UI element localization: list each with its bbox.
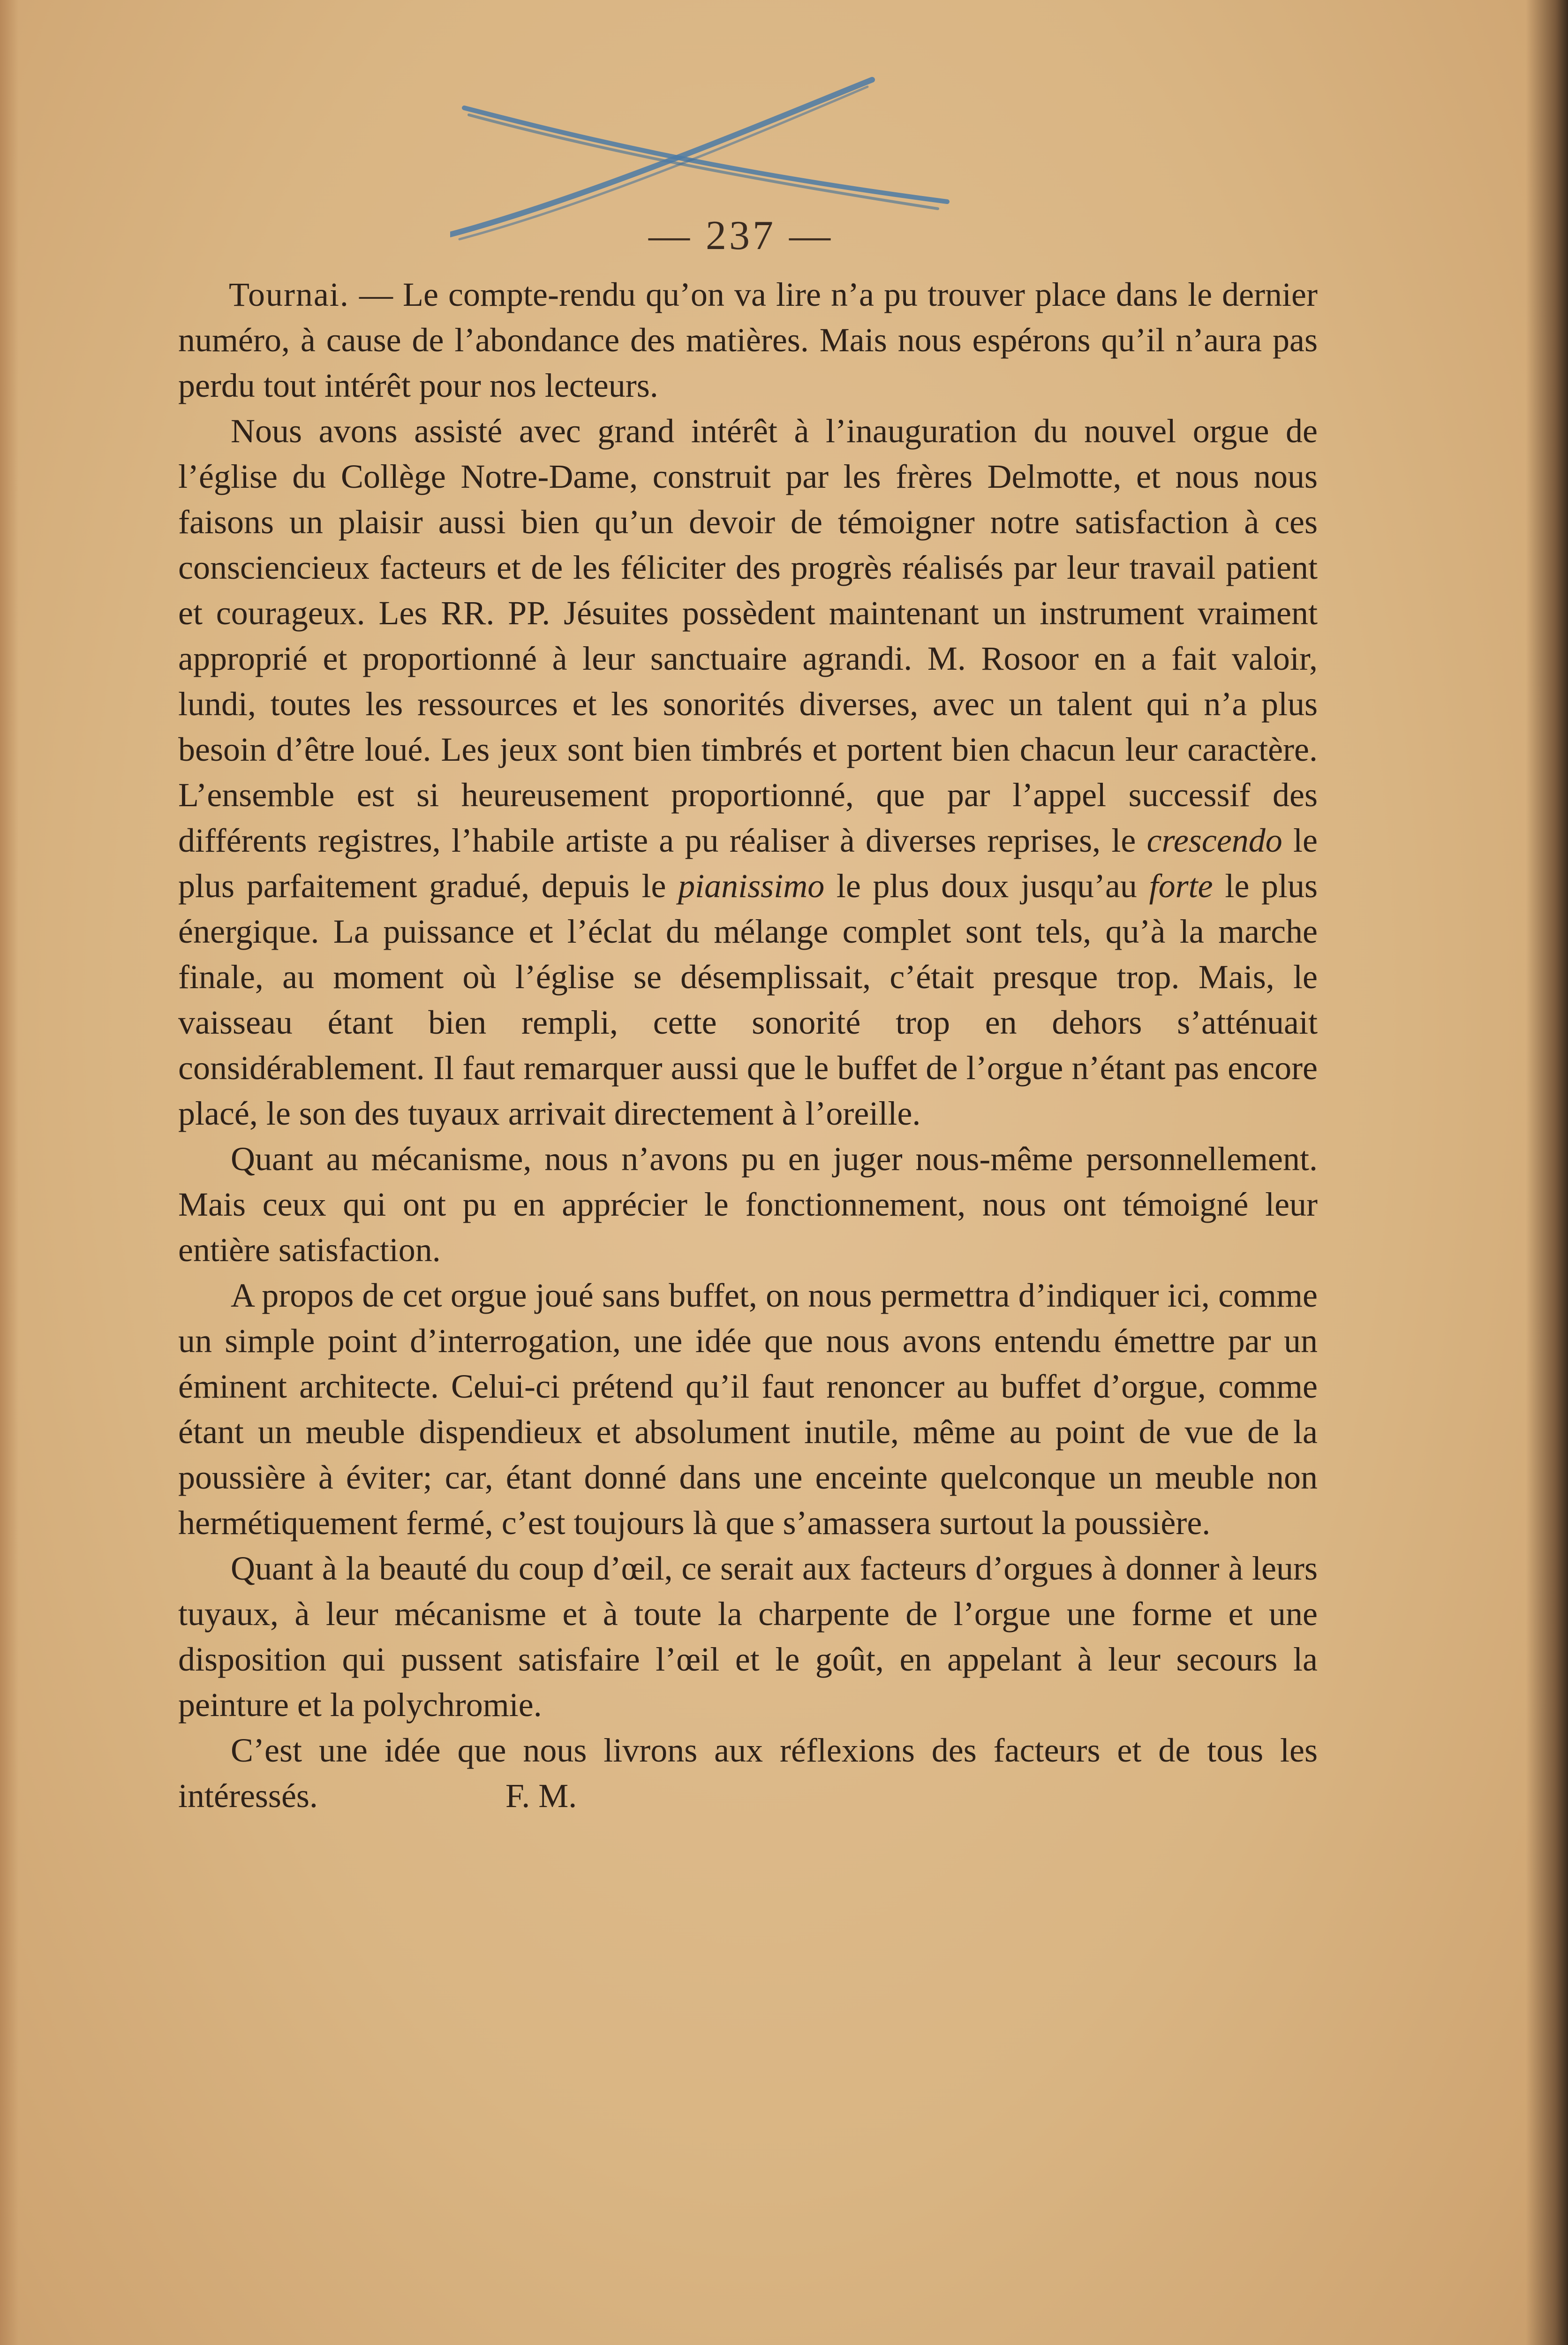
page-left-edge-shadow <box>0 0 19 2345</box>
article-body <box>178 272 1318 1819</box>
page-right-edge-shadow <box>1526 0 1568 2345</box>
paragraph-inauguration-text-a: Nous avons assisté avec grand intérêt à l’inauguration du nouvel orgue de l’église du Collège Notre-Dame, construit par les frères Delmotte, et nous nous faisons un plaisir aussi bien qu’un devoir de témoigner notre satisfaction à ces consciencieux facteurs et de les féliciter des progrès réalisés par leur travail patient et courageux. Les RR. PP. Jésuites possèdent maintenant un instrument vraiment approprié et proportionné à leur sanctuaire agrandi. M. Rosoor en a fait valoir, lundi, toutes les ressources et les sonorités diverses, avec un talent qui n’a plus besoin d’être loué. Les jeux sont bien timbrés et portent bien chacun leur caractère. L’ensemble est si heureusement proportionné, que par l’appel successif des différents registres, l’habile artiste a pu réaliser à diverses reprises, le <box>178 412 1318 859</box>
paragraph-closing <box>178 1728 1318 1819</box>
paragraph-inauguration-text-c: le plus doux jusqu’au <box>824 867 1149 905</box>
paragraph-inauguration-text-b: le plus parfaitement gradué, depuis le <box>178 822 1318 905</box>
page-number: — 237 — <box>648 213 833 258</box>
term-crescendo: crescendo <box>1146 822 1282 859</box>
paragraph-closing-text: C’est une idée que nous livrons aux réflexions des facteurs et de tous les intéressés. <box>178 1732 1318 1815</box>
term-forte: forte <box>1149 867 1213 905</box>
author-signature: F. M. <box>505 1777 577 1815</box>
article-place-heading: Tournai. <box>229 276 349 313</box>
paragraph-inauguration-text-d: le plus énergique. La puissance et l’éclat du mélange complet sont tels, qu’à la marche finale, au moment où l’église se désemplissait, c’était presque trop. Mais, le vaisseau étant bien rempli, cette sonorité trop en dehors s’atténuait considérablement. Il faut remarquer aussi que le buffet de l’orgue n’étant pas encore placé, le son des tuyaux arrivait directement à l’oreille. <box>178 867 1318 1132</box>
paragraph-inauguration <box>178 408 1318 1136</box>
paragraph-mechanism: Quant au mécanisme, nous n’avons pu en juger nous-même personnellement. Mais ceux qui ont pu en apprécier le fonctionnement, nous ont témoigné leur entière satisfaction. <box>178 1140 1318 1269</box>
paragraph-aesthetics: Quant à la beauté du coup d’œil, ce serait aux facteurs d’orgues à donner à leurs tuyaux, à leur mécanisme et à toute la charpente de l’orgue une forme et une disposition qui pussent satisfaire l’œil et le goût, en appelant à leur secours la peinture et la polychromie. <box>178 1550 1318 1724</box>
paragraph-organ-case: A propos de cet orgue joué sans buffet, on nous permettra d’indiquer ici, comme un simple point d’interrogation, une idée que nous avons entendu émettre par un éminent architecte. Celui-ci prétend qu’il faut renoncer au buffet d’orgue, comme étant un meuble dispendieux et absolument inutile, même au point de vue de la poussière à éviter; car, étant donné dans une enceinte quelconque un meuble non hermétiquement fermé, c’est toujours là que s’amassera surtout la poussière. <box>178 1277 1318 1542</box>
term-pianissimo: pianissimo <box>678 867 825 905</box>
paragraph-intro <box>178 272 1318 408</box>
paragraph-intro-text: — Le compte-rendu qu’on va lire n’a pu trouver place dans le dernier numéro, à cause de l’abondance des matières. Mais nous espérons qu’il n’aura pas perdu tout intérêt pour nos lecteurs. <box>178 276 1318 404</box>
